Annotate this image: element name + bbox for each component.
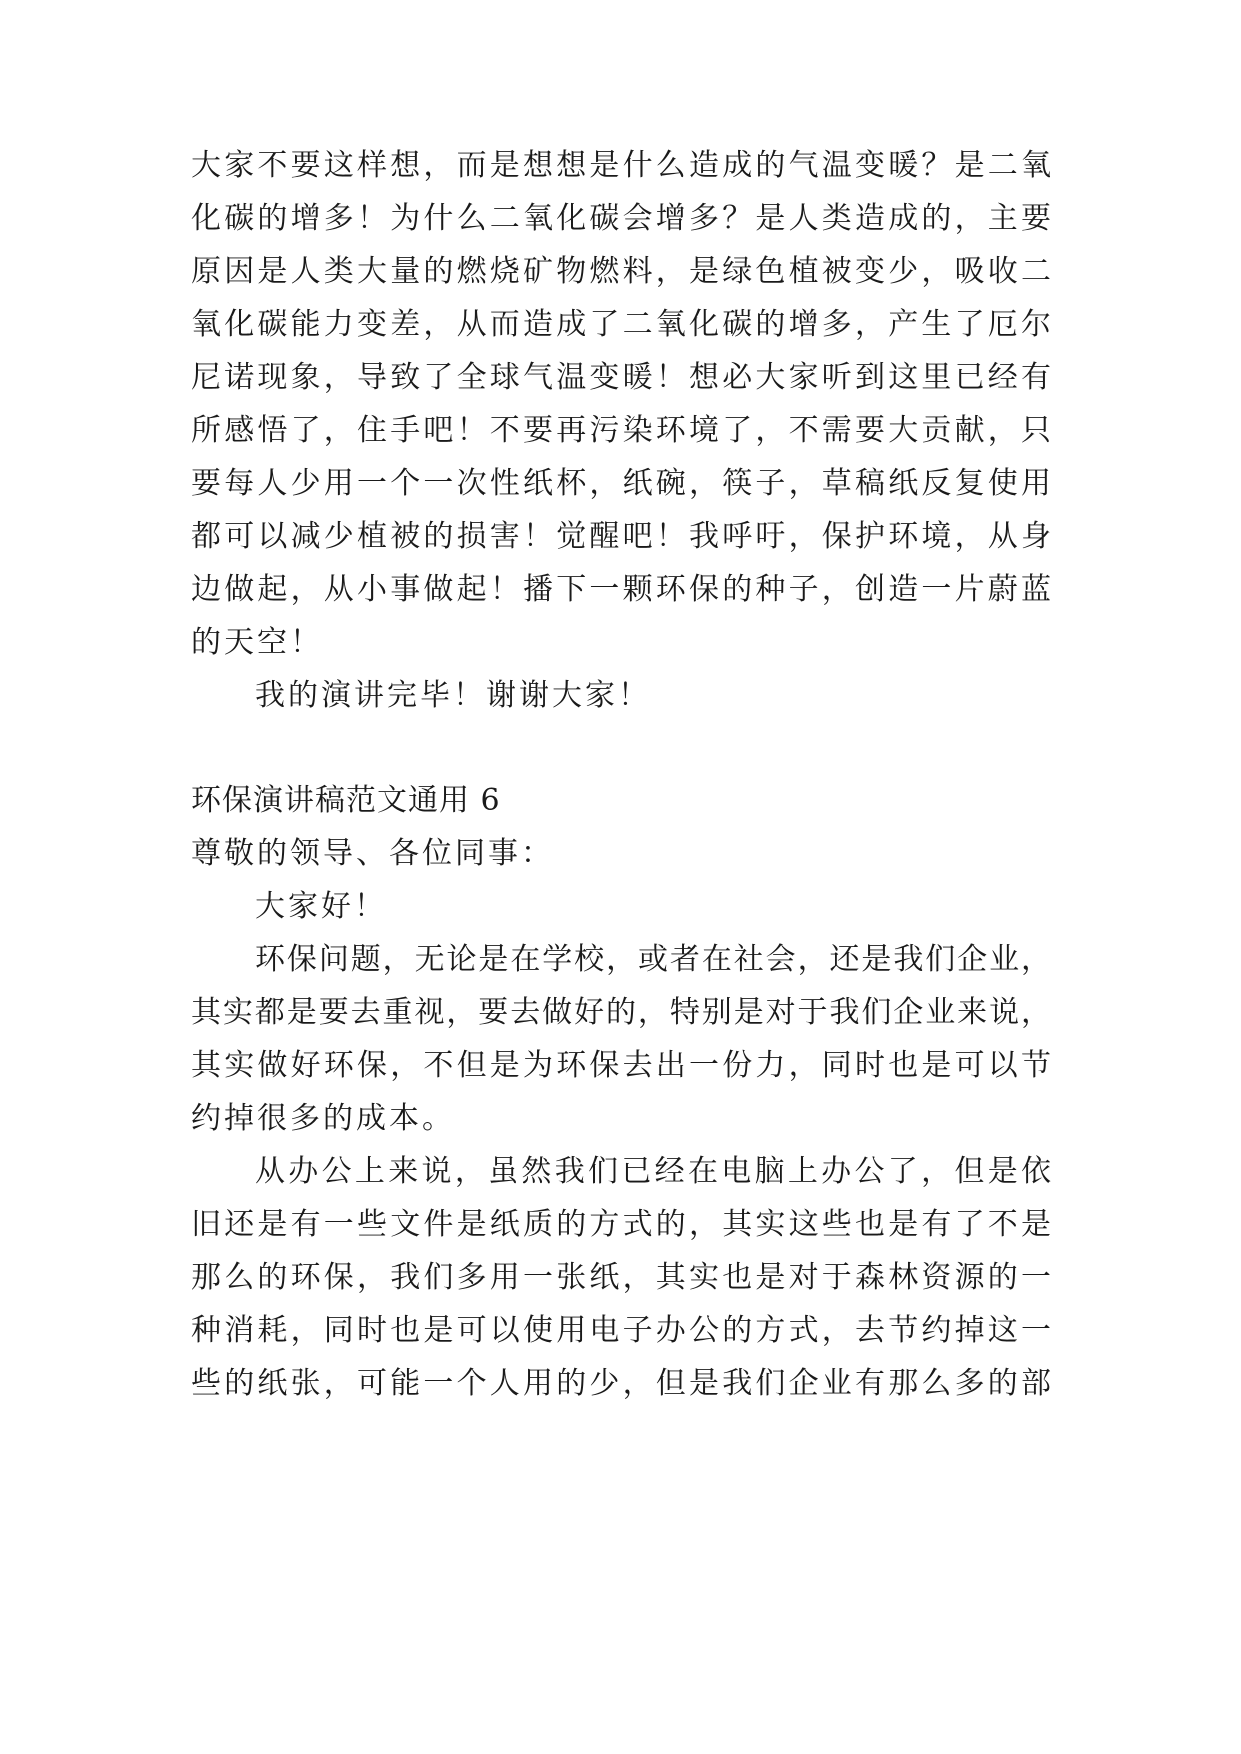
- paragraph-line: 约掉很多的成本。: [191, 1101, 455, 1136]
- paragraph-line: 那么的环保，我们多用一张纸，其实也是对于森林资源的一: [191, 1260, 1051, 1295]
- paragraph-line: 些的纸张，可能一个人用的少，但是我们企业有那么多的部: [191, 1366, 1051, 1401]
- paragraph-line: 要每人少用一个一次性纸杯，纸碗，筷子，草稿纸反复使用: [191, 466, 1051, 501]
- paragraph-line: 大家不要这样想，而是想想是什么造成的气温变暖？是二氧: [191, 148, 1051, 183]
- closing-line: 我的演讲完毕！谢谢大家！: [255, 678, 651, 713]
- paragraph-line: 种消耗，同时也是可以使用电子办公的方式，去节约掉这一: [191, 1313, 1051, 1348]
- section-title: 环保演讲稿范文通用 6: [191, 783, 501, 818]
- paragraph-line: 其实都是要去重视，要去做好的，特别是对于我们企业来说，: [191, 995, 1051, 1030]
- paragraph-line: 原因是人类大量的燃烧矿物燃料，是绿色植被变少，吸收二: [191, 254, 1051, 289]
- salutation: 尊敬的领导、各位同事：: [191, 836, 554, 871]
- paragraph-line: 从办公上来说，虽然我们已经在电脑上办公了，但是依: [255, 1154, 1051, 1189]
- paragraph-line: 尼诺现象，导致了全球气温变暖！想必大家听到这里已经有: [191, 360, 1051, 395]
- paragraph-line: 氧化碳能力变差，从而造成了二氧化碳的增多，产生了厄尔: [191, 307, 1051, 342]
- paragraph-line: 都可以减少植被的损害！觉醒吧！我呼吁，保护环境，从身: [191, 519, 1051, 554]
- paragraph-line: 的天空！: [191, 625, 323, 660]
- paragraph-line: 其实做好环保，不但是为环保去出一份力，同时也是可以节: [191, 1048, 1051, 1083]
- paragraph-line: 所感悟了，住手吧！不要再污染环境了，不需要大贡献，只: [191, 413, 1051, 448]
- paragraph-line: 旧还是有一些文件是纸质的方式的，其实这些也是有了不是: [191, 1207, 1051, 1242]
- paragraph-line: 环保问题，无论是在学校，或者在社会，还是我们企业，: [255, 942, 1051, 977]
- greeting: 大家好！: [255, 889, 387, 924]
- paragraph-line: 化碳的增多！为什么二氧化碳会增多？是人类造成的，主要: [191, 201, 1051, 236]
- paragraph-line: 边做起，从小事做起！播下一颗环保的种子，创造一片蔚蓝: [191, 572, 1051, 607]
